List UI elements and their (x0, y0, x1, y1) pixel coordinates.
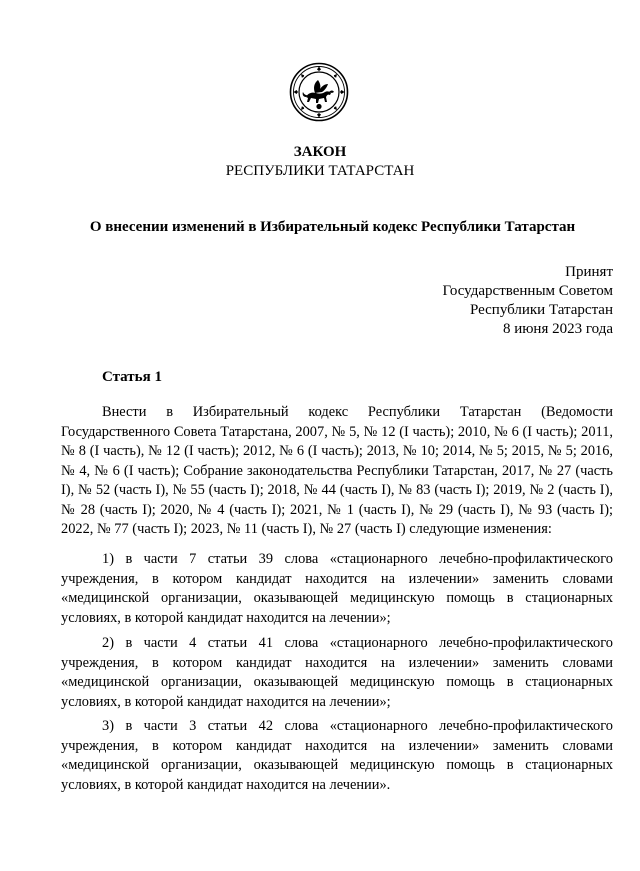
article-heading: Статья 1 (102, 369, 162, 385)
article-item-2: 2) в части 4 статьи 41 слова «стационарного лечебно-профилактического учреждения, в котором кандидат находится на излечении» заменить словами «медицинской организации, оказывающей медицинскую помощь в стационарных условиях, в которой кандидат находится на лечении»; (61, 635, 613, 710)
adoption-line-2: Государственным Советом (442, 283, 613, 299)
document-title: ЗАКОН (293, 144, 347, 160)
adoption-line-3: Республики Татарстан (469, 302, 613, 318)
article-intro-paragraph: Внести в Избирательный кодекс Республики Татарстан (Ведомости Государственного Совета Татарстана, 2007, № 5, № 12 (I часть); 2010, № 6 (I часть); 2011, № 8 (I часть), № 12 (I часть); 2012, № 6 (I часть); 2013, № 10; 2014, № 5; 2015, № 5; 2016, № 4, № 6 (I часть); Собрание законодательства Республики Татарстан, 2017, № 27 (часть I), № 52 (часть I), № 55 (часть I); 2018, № 44 (часть I), № 83 (часть I); 2019, № 2 (часть I), № 28 (часть I); 2020, № 4 (часть I); 2021, № 1 (часть I), № 29 (часть I), № 93 (часть I); 2022, № 77 (часть I); 2023, № 11 (часть I), № 27 (часть I) следующие изменения: (61, 404, 613, 537)
document-subtitle: РЕСПУБЛИКИ ТАТАРСТАН (225, 163, 415, 179)
article-item-1: 1) в части 7 статьи 39 слова «стационарного лечебно-профилактического учреждения, в котором кандидат находится на излечении» заменить словами «медицинской организации, оказывающей медицинскую помощь в стационарных условиях, в которой кандидат находится на лечении»; (61, 551, 613, 626)
law-name: О внесении изменений в Избирательный кодекс Республики Татарстан (89, 219, 576, 235)
article-item-3: 3) в части 3 статьи 42 слова «стационарного лечебно-профилактического учреждения, в котором кандидат находится на излечении» заменить словами «медицинской организации, оказывающей медицинскую помощь в стационарных условиях, в которой кандидат находится на лечении». (61, 718, 613, 793)
tatarstan-coat-of-arms-icon (289, 62, 349, 122)
adoption-line-1: Принят (565, 264, 613, 280)
adoption-block (353, 263, 613, 339)
adoption-date: 8 июня 2023 года (502, 321, 613, 337)
